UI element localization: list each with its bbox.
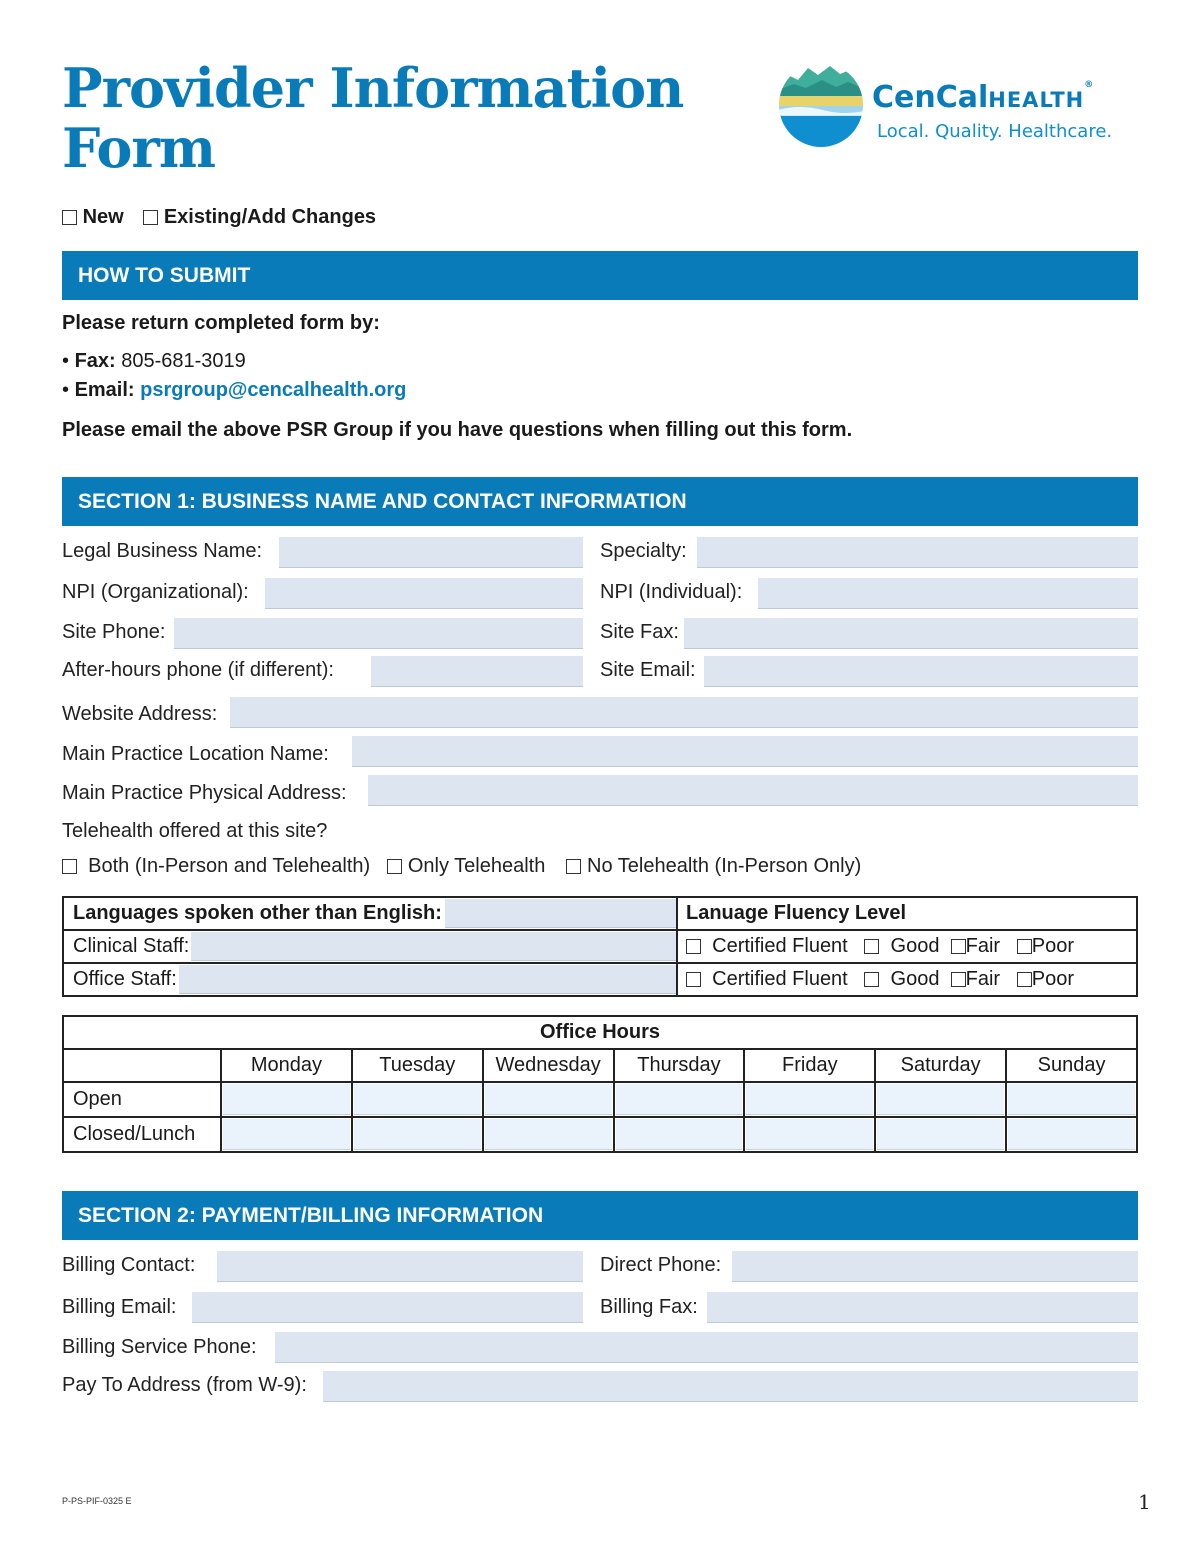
direct-phone-field[interactable] — [732, 1251, 1138, 1282]
billing-contact-field[interactable] — [217, 1251, 583, 1282]
fluency-header: Lanuage Fluency Level — [686, 902, 907, 924]
new-checkbox[interactable] — [62, 210, 77, 225]
open-tuesday-field[interactable] — [354, 1084, 481, 1115]
day-saturday: Saturday — [875, 1049, 1006, 1082]
pay-to-address-field[interactable] — [323, 1371, 1138, 1402]
closed-thursday-field[interactable] — [616, 1119, 743, 1150]
row-open-label: Open — [63, 1082, 221, 1117]
cencal-logo-icon — [778, 60, 868, 150]
clinical-staff-field[interactable] — [191, 932, 676, 961]
new-label: New — [82, 206, 124, 228]
npi-ind-field[interactable] — [758, 578, 1138, 609]
telehealth-only-checkbox[interactable] — [387, 859, 402, 874]
billing-service-phone-field[interactable] — [275, 1332, 1138, 1363]
npi-ind-label: NPI (Individual): — [600, 581, 743, 603]
telehealth-options: Both (In-Person and Telehealth) Only Telehealth No Telehealth (In-Person Only) — [62, 855, 861, 878]
logo-wordmark: CenCalHEALTH® — [872, 80, 1094, 115]
office-fluency-options: Certified Fluent Good Fair Poor — [678, 968, 1136, 991]
clinical-certified-checkbox[interactable] — [686, 939, 701, 954]
office-certified-checkbox[interactable] — [686, 972, 701, 987]
row-closed-label: Closed/Lunch — [63, 1117, 221, 1152]
day-wednesday: Wednesday — [483, 1049, 614, 1082]
email-link[interactable]: psrgroup@cencalhealth.org — [140, 379, 407, 401]
clinical-fluency-options: Certified Fluent Good Fair Poor — [678, 935, 1136, 958]
site-email-label: Site Email: — [600, 659, 696, 681]
main-physical-address-field[interactable] — [368, 775, 1138, 806]
fax-line: • Fax: 805-681-3019 — [62, 350, 246, 372]
form-code: P-PS-PIF-0325 E — [62, 1496, 132, 1506]
form-type-options — [62, 206, 390, 229]
existing-label: Existing/Add Changes — [163, 206, 377, 228]
specialty-field[interactable] — [697, 537, 1138, 568]
direct-phone-label: Direct Phone: — [600, 1254, 722, 1276]
billing-fax-label: Billing Fax: — [600, 1296, 698, 1318]
submit-note: Please email the above PSR Group if you have questions when filling out this form. — [62, 419, 853, 441]
email-line: • Email: psrgroup@cencalhealth.org — [62, 379, 407, 401]
billing-fax-field[interactable] — [707, 1292, 1138, 1323]
section1-banner: SECTION 1: BUSINESS NAME AND CONTACT INFORMATION — [62, 477, 1138, 526]
legal-business-name-label: Legal Business Name: — [62, 540, 263, 562]
logo-tagline: Local. Quality. Healthcare. — [877, 121, 1113, 142]
telehealth-both-checkbox[interactable] — [62, 859, 77, 874]
open-wednesday-field[interactable] — [485, 1084, 612, 1115]
clinical-good-checkbox[interactable] — [864, 939, 879, 954]
title-line-2: Form — [62, 116, 215, 180]
day-sunday: Sunday — [1006, 1049, 1137, 1082]
office-staff-label: Office Staff: — [73, 968, 177, 990]
languages-header: Languages spoken other than English: — [73, 902, 442, 924]
open-saturday-field[interactable] — [877, 1084, 1004, 1115]
clinical-fair-checkbox[interactable] — [951, 939, 966, 954]
main-location-name-label: Main Practice Location Name: — [62, 743, 329, 765]
telehealth-none-checkbox[interactable] — [566, 859, 581, 874]
open-sunday-field[interactable] — [1008, 1084, 1135, 1115]
telehealth-question: Telehealth offered at this site? — [62, 820, 328, 842]
main-physical-address-label: Main Practice Physical Address: — [62, 782, 347, 804]
open-monday-field[interactable] — [223, 1084, 350, 1115]
specialty-label: Specialty: — [600, 540, 687, 562]
billing-service-phone-label: Billing Service Phone: — [62, 1336, 257, 1358]
site-email-field[interactable] — [704, 656, 1138, 687]
section2-banner: SECTION 2: PAYMENT/BILLING INFORMATION — [62, 1191, 1138, 1240]
billing-contact-label: Billing Contact: — [62, 1254, 196, 1276]
how-to-submit-banner: HOW TO SUBMIT — [62, 251, 1138, 300]
languages-table — [62, 896, 1138, 997]
page-title — [62, 58, 683, 178]
office-staff-field[interactable] — [179, 965, 676, 994]
closed-sunday-field[interactable] — [1008, 1119, 1135, 1150]
office-fair-checkbox[interactable] — [951, 972, 966, 987]
website-label: Website Address: — [62, 703, 218, 725]
submit-intro: Please return completed form by: — [62, 312, 380, 334]
billing-email-label: Billing Email: — [62, 1296, 177, 1318]
page-number: 1 — [1138, 1490, 1151, 1514]
site-phone-field[interactable] — [174, 618, 583, 649]
pay-to-address-label: Pay To Address (from W-9): — [62, 1374, 307, 1396]
website-field[interactable] — [230, 697, 1138, 728]
legal-business-name-field[interactable] — [279, 537, 583, 568]
open-thursday-field[interactable] — [616, 1084, 743, 1115]
office-hours-table — [62, 1015, 1138, 1153]
day-thursday: Thursday — [614, 1049, 745, 1082]
after-hours-field[interactable] — [371, 656, 583, 687]
closed-tuesday-field[interactable] — [354, 1119, 481, 1150]
languages-field[interactable] — [445, 899, 676, 928]
office-poor-checkbox[interactable] — [1017, 972, 1032, 987]
closed-friday-field[interactable] — [746, 1119, 873, 1150]
closed-monday-field[interactable] — [223, 1119, 350, 1150]
site-fax-field[interactable] — [684, 618, 1138, 649]
closed-saturday-field[interactable] — [877, 1119, 1004, 1150]
site-fax-label: Site Fax: — [600, 621, 679, 643]
day-monday: Monday — [221, 1049, 352, 1082]
office-good-checkbox[interactable] — [864, 972, 879, 987]
site-phone-label: Site Phone: — [62, 621, 166, 643]
after-hours-label: After-hours phone (if different): — [62, 659, 334, 681]
open-friday-field[interactable] — [746, 1084, 873, 1115]
existing-checkbox[interactable] — [143, 210, 158, 225]
closed-wednesday-field[interactable] — [485, 1119, 612, 1150]
billing-email-field[interactable] — [192, 1292, 583, 1323]
npi-org-field[interactable] — [265, 578, 583, 609]
office-hours-title: Office Hours — [63, 1016, 1137, 1049]
npi-org-label: NPI (Organizational): — [62, 581, 249, 603]
clinical-poor-checkbox[interactable] — [1017, 939, 1032, 954]
day-tuesday: Tuesday — [352, 1049, 483, 1082]
day-friday: Friday — [744, 1049, 875, 1082]
title-line-1: Provider Information — [62, 56, 684, 120]
main-location-name-field[interactable] — [352, 736, 1138, 767]
clinical-staff-label: Clinical Staff: — [73, 935, 190, 957]
